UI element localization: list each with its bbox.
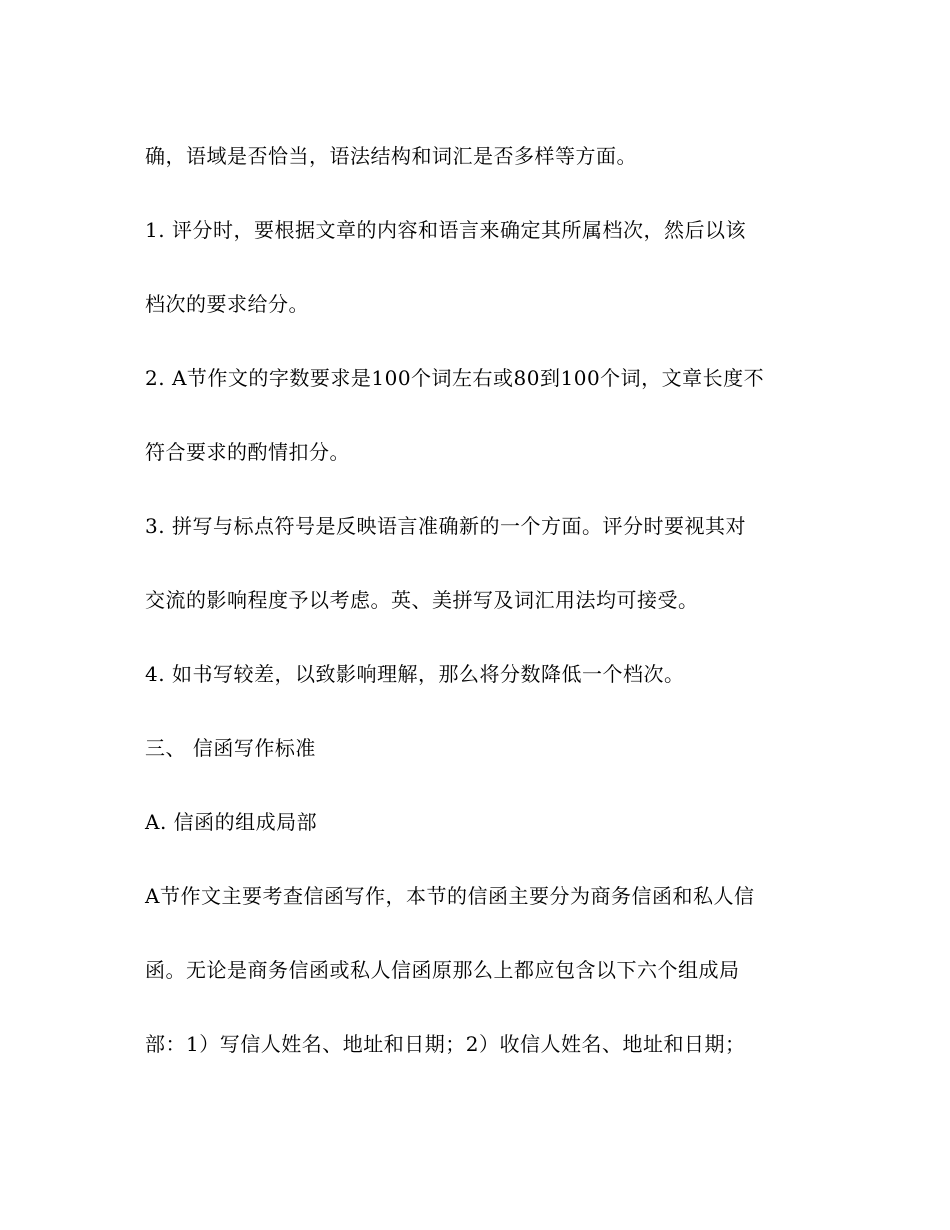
paragraph-line-13: 部：1）写信人姓名、地址和日期；2）收信人姓名、地址和日期； bbox=[145, 1032, 746, 1056]
paragraph-line-4: 2. A节作文的字数要求是100个词左右或80到100个词，文章长度不 bbox=[145, 366, 765, 390]
paragraph-line-12: 函。无论是商务信函或私人信函原那么上都应包含以下六个组成局 bbox=[145, 958, 740, 982]
subsection-heading-a: A. 信函的组成局部 bbox=[145, 810, 318, 834]
section-heading-3: 三、 信函写作标准 bbox=[145, 736, 316, 760]
paragraph-line-6: 3. 拼写与标点符号是反映语言准确新的一个方面。评分时要视其对 bbox=[145, 514, 746, 538]
paragraph-line-8: 4. 如书写较差，以致影响理解，那么将分数降低一个档次。 bbox=[145, 662, 685, 686]
paragraph-line-1: 确，语域是否恰当，语法结构和词汇是否多样等方面。 bbox=[145, 144, 637, 168]
paragraph-line-3: 档次的要求给分。 bbox=[145, 292, 309, 316]
paragraph-line-11: A节作文主要考查信函写作，本节的信函主要分为商务信函和私人信 bbox=[145, 884, 755, 908]
paragraph-line-5: 符合要求的酌情扣分。 bbox=[145, 440, 350, 464]
paragraph-line-2: 1. 评分时，要根据文章的内容和语言来确定其所属档次，然后以该 bbox=[145, 218, 746, 242]
paragraph-line-7: 交流的影响程度予以考虑。英、美拼写及词汇用法均可接受。 bbox=[145, 588, 699, 612]
